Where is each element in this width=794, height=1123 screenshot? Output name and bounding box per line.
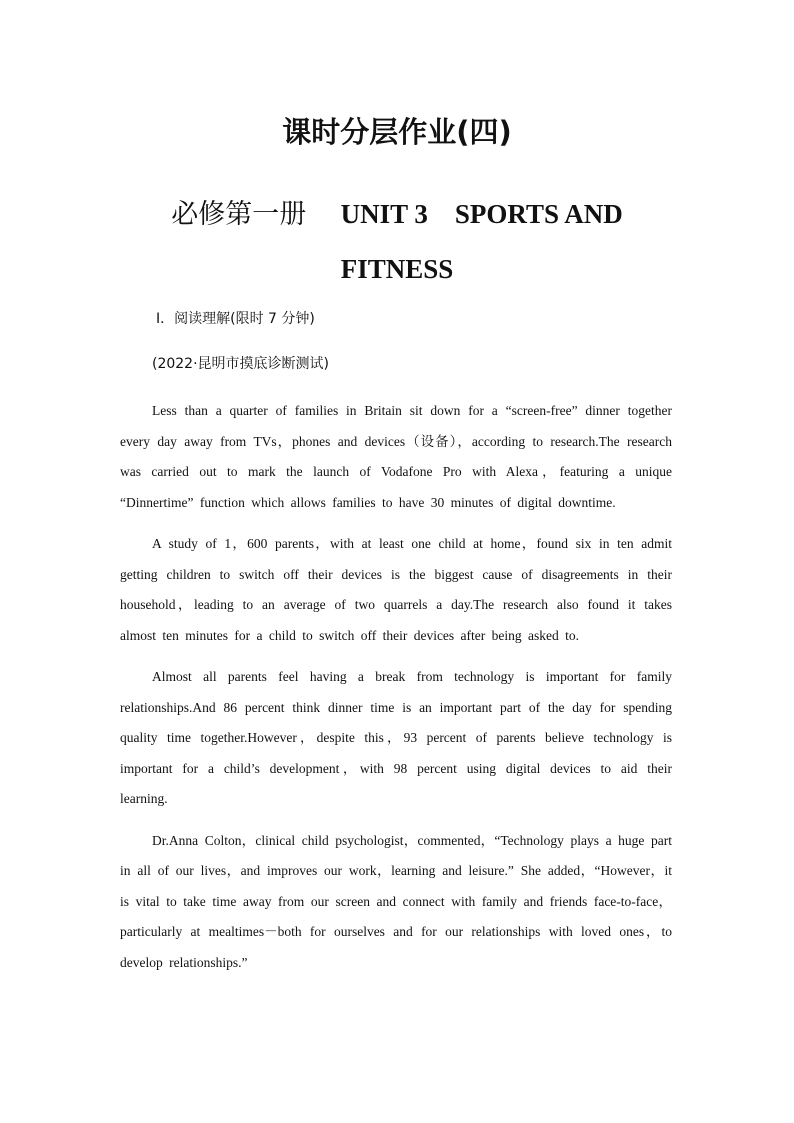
subtitle-unit-line2: FITNESS [340,254,454,284]
subtitle-unit: UNIT 3 SPORTS AND [340,199,623,229]
reading-passage [120,396,672,989]
paragraph-4: Dr.Anna Colton，clinical child psychologist，commented，“Technology plays a huge part in all of our lives，and improves our work，learning and leisure.” She added，“However，it is vital to take time away from our screen and connect with family and friends face-to-face，particularly at mealtimes－both for ourselves and for our relationships with loved ones，to develop relationships.” [120,832,672,970]
paragraph-2: A study of 1，600 parents，with at least one child at home，found six in ten admit getting children to switch off their devices is the biggest cause of disagreements in their household，leading to an average of two quarrels a day.The research also found it takes almost ten minutes for a child to switch off their devices after being asked to. [120,536,672,643]
subtitle-book: 必修第一册 [171,199,307,230]
section-heading: Ⅰ．阅读理解(限时 7 分钟) [156,311,315,327]
unit-subtitle [0,187,794,296]
paragraph-3: Almost all parents feel having a break from technology is important for family relationships.And 86 percent think dinner time is an important part of the day for spending quality time together.However，despite this，93 percent of parents believe technology is important for a child’s development，with 98 percent using digital devices to aid their learning. [120,669,672,806]
page-title: 课时分层作业(四) [282,115,512,149]
source-note: (2022·昆明市摸底诊断测试) [152,356,330,372]
paragraph-1: Less than a quarter of families in Britain sit down for a “screen-free” dinner together every day away from TVs，phones and devices（设备），according to research.The research was carried out to mark the launch of Vodafone Pro with Alexa，featuring a unique “Dinnertime” function which allows families to have 30 minutes of digital downtime. [120,403,672,510]
